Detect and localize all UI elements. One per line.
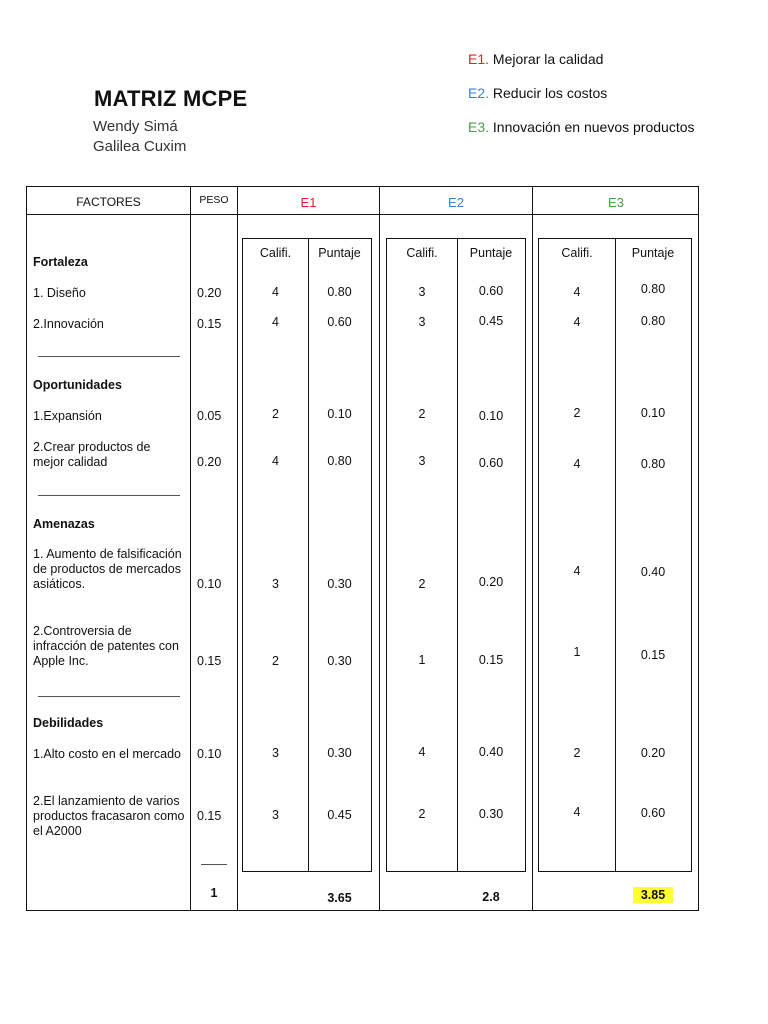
group-oportunidades: Oportunidades [33, 378, 122, 392]
e3-puntaje-row-1: 0.80 [640, 282, 666, 296]
e1-puntaje-header: Puntaje [318, 246, 361, 260]
e2-calif-row-1: 3 [418, 285, 426, 299]
e3-puntaje-row-3: 0.10 [640, 406, 666, 420]
e2-puntaje-header: Puntaje [469, 246, 513, 260]
legend-e1 [468, 51, 603, 67]
e3-puntaje-row-6: 0.15 [640, 648, 666, 662]
e3-calif-header: Califi. [561, 246, 593, 260]
e2-calif-header: Califi. [406, 246, 438, 260]
peso-row-7: 0.10 [197, 747, 222, 761]
e1-puntaje-row-1: 0.80 [327, 285, 352, 299]
e1-calif-row-6: 2 [272, 654, 279, 668]
header-factores: FACTORES [76, 195, 141, 209]
e2-calif-row-6: 1 [418, 653, 426, 667]
e2-calif-row-4: 3 [418, 454, 426, 468]
col-line-peso [190, 186, 191, 911]
e3-calif-row-3: 2 [573, 406, 581, 420]
e2-puntaje-row-5: 0.20 [478, 575, 504, 589]
e2-calif-row-5: 2 [418, 577, 426, 591]
total-peso: 1 [210, 886, 218, 900]
e3-calif-row-8: 4 [573, 805, 581, 819]
header-e2: E2 [448, 195, 464, 210]
peso-row-8: 0.15 [197, 809, 222, 823]
separator-2 [38, 495, 180, 496]
e1-puntaje-row-8: 0.45 [327, 808, 352, 822]
e1-calif-row-7: 3 [272, 746, 279, 760]
factor-row-8: 2.El lanzamiento de varios productos fracasaron como el A2000 [33, 794, 185, 838]
author-2: Galilea Cuxim [93, 138, 187, 155]
e3-calif-row-2: 4 [573, 315, 581, 329]
e2-puntaje-row-1: 0.60 [478, 284, 504, 298]
col-line-e3 [532, 186, 533, 911]
e1-calif-row-2: 4 [272, 315, 279, 329]
e1-calif-row-3: 2 [272, 407, 279, 421]
peso-row-4: 0.20 [197, 455, 222, 469]
e3-puntaje-row-7: 0.20 [640, 746, 666, 760]
header-e3: E3 [608, 195, 624, 210]
e3-calif-row-7: 2 [573, 746, 581, 760]
e1-puntaje-row-2: 0.60 [327, 315, 352, 329]
factor-row-5: 1. Aumento de falsificación de productos de mercados asiáticos. [33, 547, 182, 591]
author-1: Wendy Simá [93, 118, 178, 135]
e1-calif-row-1: 4 [272, 285, 279, 299]
peso-row-1: 0.20 [197, 286, 222, 300]
e2-puntaje-row-4: 0.60 [478, 456, 504, 470]
e1-box-divider [308, 239, 309, 871]
e2-calif-row-8: 2 [418, 807, 426, 821]
e2-puntaje-row-8: 0.30 [478, 807, 504, 821]
legend-e1-text: Mejorar la calidad [492, 51, 604, 67]
total-e2: 2.8 [482, 890, 500, 904]
e3-calif-row-5: 4 [573, 564, 581, 578]
e1-calif-row-4: 4 [272, 454, 279, 468]
e3-calif-row-6: 1 [573, 645, 581, 659]
e3-puntaje-row-5: 0.40 [640, 565, 666, 579]
legend-e2 [468, 85, 607, 101]
e3-puntaje-row-2: 0.80 [640, 314, 666, 328]
e2-box [386, 238, 526, 872]
col-line-e2 [379, 186, 380, 911]
header-e1: E1 [300, 195, 317, 210]
factor-row-7: 1.Alto costo en el mercado [33, 747, 181, 761]
separator-peso-total [201, 864, 227, 865]
total-e3-highlight: 3.85 [633, 887, 673, 903]
e1-box [242, 238, 372, 872]
legend-e3-code: E3. [468, 119, 490, 135]
peso-row-2: 0.15 [197, 317, 222, 331]
factor-row-6: 2.Controversia de infracción de patentes con Apple Inc. [33, 624, 179, 668]
legend-e1-code: E1. [468, 51, 490, 67]
separator-1 [38, 356, 180, 357]
factor-row-1: 1. Diseño [33, 286, 86, 300]
e1-puntaje-row-6: 0.30 [327, 654, 352, 668]
e1-puntaje-row-5: 0.30 [327, 577, 352, 591]
legend-e2-text: Reducir los costos [492, 85, 608, 101]
factor-row-2: 2.Innovación [33, 317, 104, 331]
col-line-e1 [237, 186, 238, 911]
factor-row-4: 2.Crear productos de mejor calidad [33, 440, 151, 469]
e2-calif-row-3: 2 [418, 407, 426, 421]
e2-box-divider [457, 239, 458, 871]
e2-puntaje-row-6: 0.15 [478, 653, 504, 667]
e1-puntaje-row-4: 0.80 [327, 454, 352, 468]
legend-e3-text: Innovación en nuevos productos [492, 119, 695, 135]
peso-row-3: 0.05 [197, 409, 222, 423]
group-fortaleza: Fortaleza [33, 255, 88, 269]
legend-e3 [468, 119, 695, 135]
peso-row-6: 0.15 [197, 654, 222, 668]
e1-calif-row-8: 3 [272, 808, 279, 822]
e3-puntaje-header: Puntaje [631, 246, 675, 260]
e1-puntaje-row-7: 0.30 [327, 746, 352, 760]
group-amenazas: Amenazas [33, 517, 95, 531]
e2-calif-row-2: 3 [418, 315, 426, 329]
e2-puntaje-row-2: 0.45 [478, 314, 504, 328]
e2-puntaje-row-3: 0.10 [478, 409, 504, 423]
e2-calif-row-7: 4 [418, 745, 426, 759]
total-e3 [615, 888, 691, 902]
e3-box-divider [615, 239, 616, 871]
e1-calif-row-5: 3 [272, 577, 279, 591]
e3-calif-row-4: 4 [573, 457, 581, 471]
page-title: MATRIZ MCPE [94, 86, 248, 111]
e1-puntaje-row-3: 0.10 [327, 407, 352, 421]
group-debilidades: Debilidades [33, 716, 104, 730]
e3-puntaje-row-8: 0.60 [640, 806, 666, 820]
factor-row-3: 1.Expansión [33, 409, 102, 423]
e3-puntaje-row-4: 0.80 [640, 457, 666, 471]
e3-calif-row-1: 4 [573, 285, 581, 299]
header-peso: PESO [199, 194, 229, 206]
e3-box [538, 238, 692, 872]
e2-puntaje-row-7: 0.40 [478, 745, 504, 759]
legend-e2-code: E2. [468, 85, 490, 101]
total-e1: 3.65 [327, 891, 352, 905]
peso-row-5: 0.10 [197, 577, 222, 591]
header-row-line [26, 214, 699, 215]
separator-3 [38, 696, 180, 697]
e1-calif-header: Califi. [259, 246, 292, 260]
